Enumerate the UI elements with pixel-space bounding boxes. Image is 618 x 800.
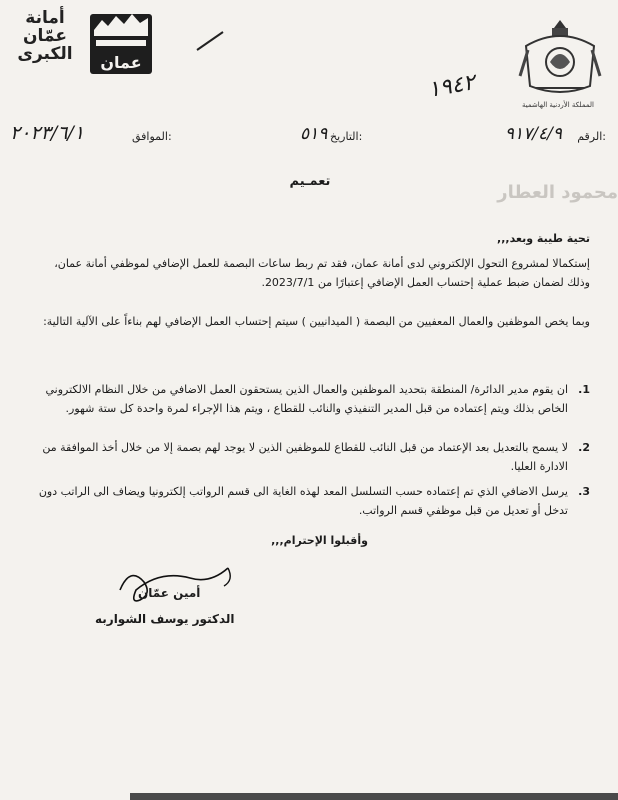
list-item <box>22 380 590 418</box>
item-text: لا يسمح بالتعديل بعد الإعتماد من قبل النائب للقطاع للموظفين الذين لا يوجد لهم بصمة إلا من خلال أخذ الموافقة من الادارة العليا. <box>42 441 568 473</box>
logo-mark-text: عمان <box>100 53 142 72</box>
amman-logo-mark-icon <box>88 8 154 78</box>
amman-logo-text <box>10 10 80 64</box>
item-text: يرسل الاضافي الذي تم إعتماده حسب التسلسل المعد لهذه الغاية الى قسم الرواتب إلكترونيا ويضاف الى الراتب دون تدخل أو تعديل من قبل موظفي قسم الرواتب. <box>38 485 568 517</box>
handwritten-incoming-number: ١٩٤٢ <box>426 70 478 103</box>
list-item <box>22 438 590 476</box>
memo-title: تعمـيم <box>289 174 331 189</box>
paragraph-2: وبما يخص الموظفين والعمال المعفيين من البصمة ( الميدانيين ) سيتم إحتساب العمل الإضافي لهم بناءاً على الآلية التالية: <box>43 315 590 328</box>
logo-line-3: الكبرى <box>17 43 73 64</box>
closing: وأقبلوا الإحترام,,, <box>271 534 368 547</box>
pen-mark-icon <box>195 28 225 52</box>
list-item <box>22 482 590 520</box>
item-number: 1. <box>578 383 590 396</box>
signatory-name: الدكتور يوسف الشواربه <box>95 612 235 626</box>
item-number: 2. <box>578 441 590 454</box>
hijri-label: الموافق: <box>132 130 172 143</box>
reference-row <box>0 122 618 148</box>
paragraph-1: إستكمالا لمشروع التحول الإلكتروني لدى أمانة عمان، فقد تم ربط ساعات البصمة للعمل الإضافي لموظفي أمانة عمان، وذلك لضمان ضبط عملية إحتساب العمل الإضافي إعتبارًا من 2023/7/1. <box>54 257 590 289</box>
date-value: ٥١٩ <box>300 124 328 144</box>
signatory-title: أمين عمّان <box>138 586 201 600</box>
ref-value: ٩١٧/٤/٩ <box>504 124 562 144</box>
item-text: ان يقوم مدير الدائرة/ المنطقة بتحديد الموظفين والعمال الذين يستحقون العمل الاضافي من خلال النظام الالكتروني الخاص بذلك ويتم إعتماده من قبل المدير التنفيذي والنائب للقطاع ، ويتم هذا الإجراء لمرة واحدة كل ستة شهور. <box>45 383 568 415</box>
logo-line-1: أمانة <box>25 8 65 28</box>
date-label: التاريخ: <box>330 130 363 143</box>
logo-line-2: عمّان <box>23 25 67 46</box>
jordan-emblem-icon <box>516 16 604 100</box>
ref-label: الرقم: <box>577 130 606 143</box>
item-number: 3. <box>578 485 590 498</box>
watermark: محمود العطار <box>497 182 618 203</box>
emblem-caption: المملكة الأردنية الهاشمية <box>521 101 595 109</box>
greeting: تحية طيبة وبعد,,, <box>497 232 590 245</box>
bottom-bar <box>130 793 618 800</box>
hijri-value: ٢٠٢٣/٦/١ <box>10 122 85 144</box>
